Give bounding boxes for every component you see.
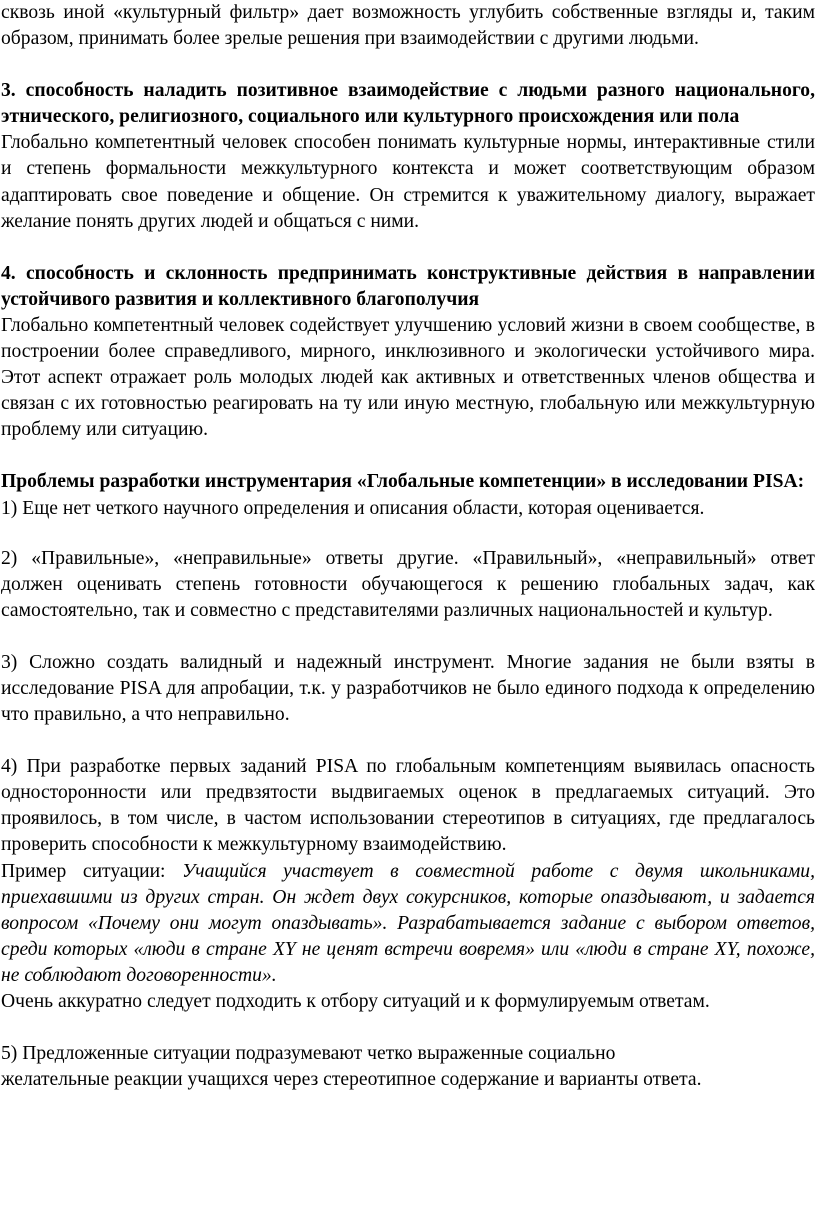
section-4-heading: 4. способность и склонность предпринимать конструктивные действия в направлении устойчивого развития и коллективного благополучия (1, 262, 815, 310)
spacer (1, 728, 815, 754)
caution-paragraph: Очень аккуратно следует подходить к отбору ситуаций и к формулируемым ответам. (1, 991, 710, 1012)
section-3-body: Глобально компетентный человек способен понимать культурные нормы, интерактивные стили и степень формальности межкультурного контекста и может соответствующим образом адаптировать свое поведение и общение. Он стремится к уважительному диалогу, выражает желание понять других людей и общаться с ними. (1, 132, 815, 232)
problem-item-3: 3) Сложно создать валидный и надежный инструмент. Многие задания не были взяты в исследование PISA для апробации, т.к. у разработчиков не было единого подхода к определению что правильно, а что неправильно. (1, 651, 815, 726)
example-paragraph (1, 859, 815, 989)
example-text: Учащийся участвует в совместной работе с двумя школьниками, приехавшими из других стран. Он ждет двух сокурсников, которые опаздывают, и задается вопросом «Почему они могут опаздывать». Разрабатывается задание с выбором ответов, среди которых «люди в стране XY не ценят встречи вовремя» или «люди в стране XY, похоже, не соблюдают договоренности». (1, 860, 815, 986)
section-3-heading: 3. способность наладить позитивное взаимодействие с людьми разного национального, этнического, религиозного, социального или культурного происхождения или пола (1, 80, 815, 128)
problems-heading: Проблемы разработки инструментария «Глобальные компетенции» в исследовании PISA: (1, 471, 805, 493)
problem-item-4: 4) При разработке первых заданий PISA по глобальным компетенциям выявилась опасность односторонности или предвзятости выдвигаемых оценок в предлагаемых ситуаций. Это проявилось, в том числе, в частом использовании стереотипов в ситуациях, где предлагалось проверить способности к межкультурному взаимодействию. (1, 756, 815, 856)
section-4-body: Глобально компетентный человек содействует улучшению условий жизни в своем сообществе, в построении более справедливого, мирного, инклюзивного и экологически устойчивого мира. Этот аспект отражает роль молодых людей как активных и ответственных членов общества и связан с их готовностью реагировать на ту или иную местную, глобальную или межкультурную проблему или ситуацию. (1, 314, 815, 441)
problem-item-5-line-1: 5) Предложенные ситуации подразумевают четко выраженные социально (1, 1043, 616, 1065)
spacer (1, 52, 815, 78)
example-label: Пример ситуации: (1, 860, 183, 882)
spacer (1, 443, 815, 469)
problem-item-2: 2) «Правильные», «неправильные» ответы другие. «Правильный», «неправильный» ответ должен оценивать степень готовности обучающегося к решению глобальных задач, как самостоятельно, так и совместно с представителями различных национальностей и культур. (1, 547, 815, 621)
spacer (1, 1015, 815, 1041)
spacer (1, 235, 815, 261)
intro-continuation-paragraph: сквозь иной «культурный фильтр» дает возможность углубить собственные взгляды и, таким образом, принимать более зрелые решения при взаимодействии с другими людьми. (1, 2, 815, 50)
spacer (1, 624, 815, 650)
spacer (1, 522, 815, 546)
problem-item-5-line-2: желательные реакции учащихся через стереотипное содержание и варианты ответа. (1, 1069, 702, 1091)
problem-item-1: 1) Еще нет четкого научного определения и описания области, которая оценивается. (1, 497, 705, 519)
